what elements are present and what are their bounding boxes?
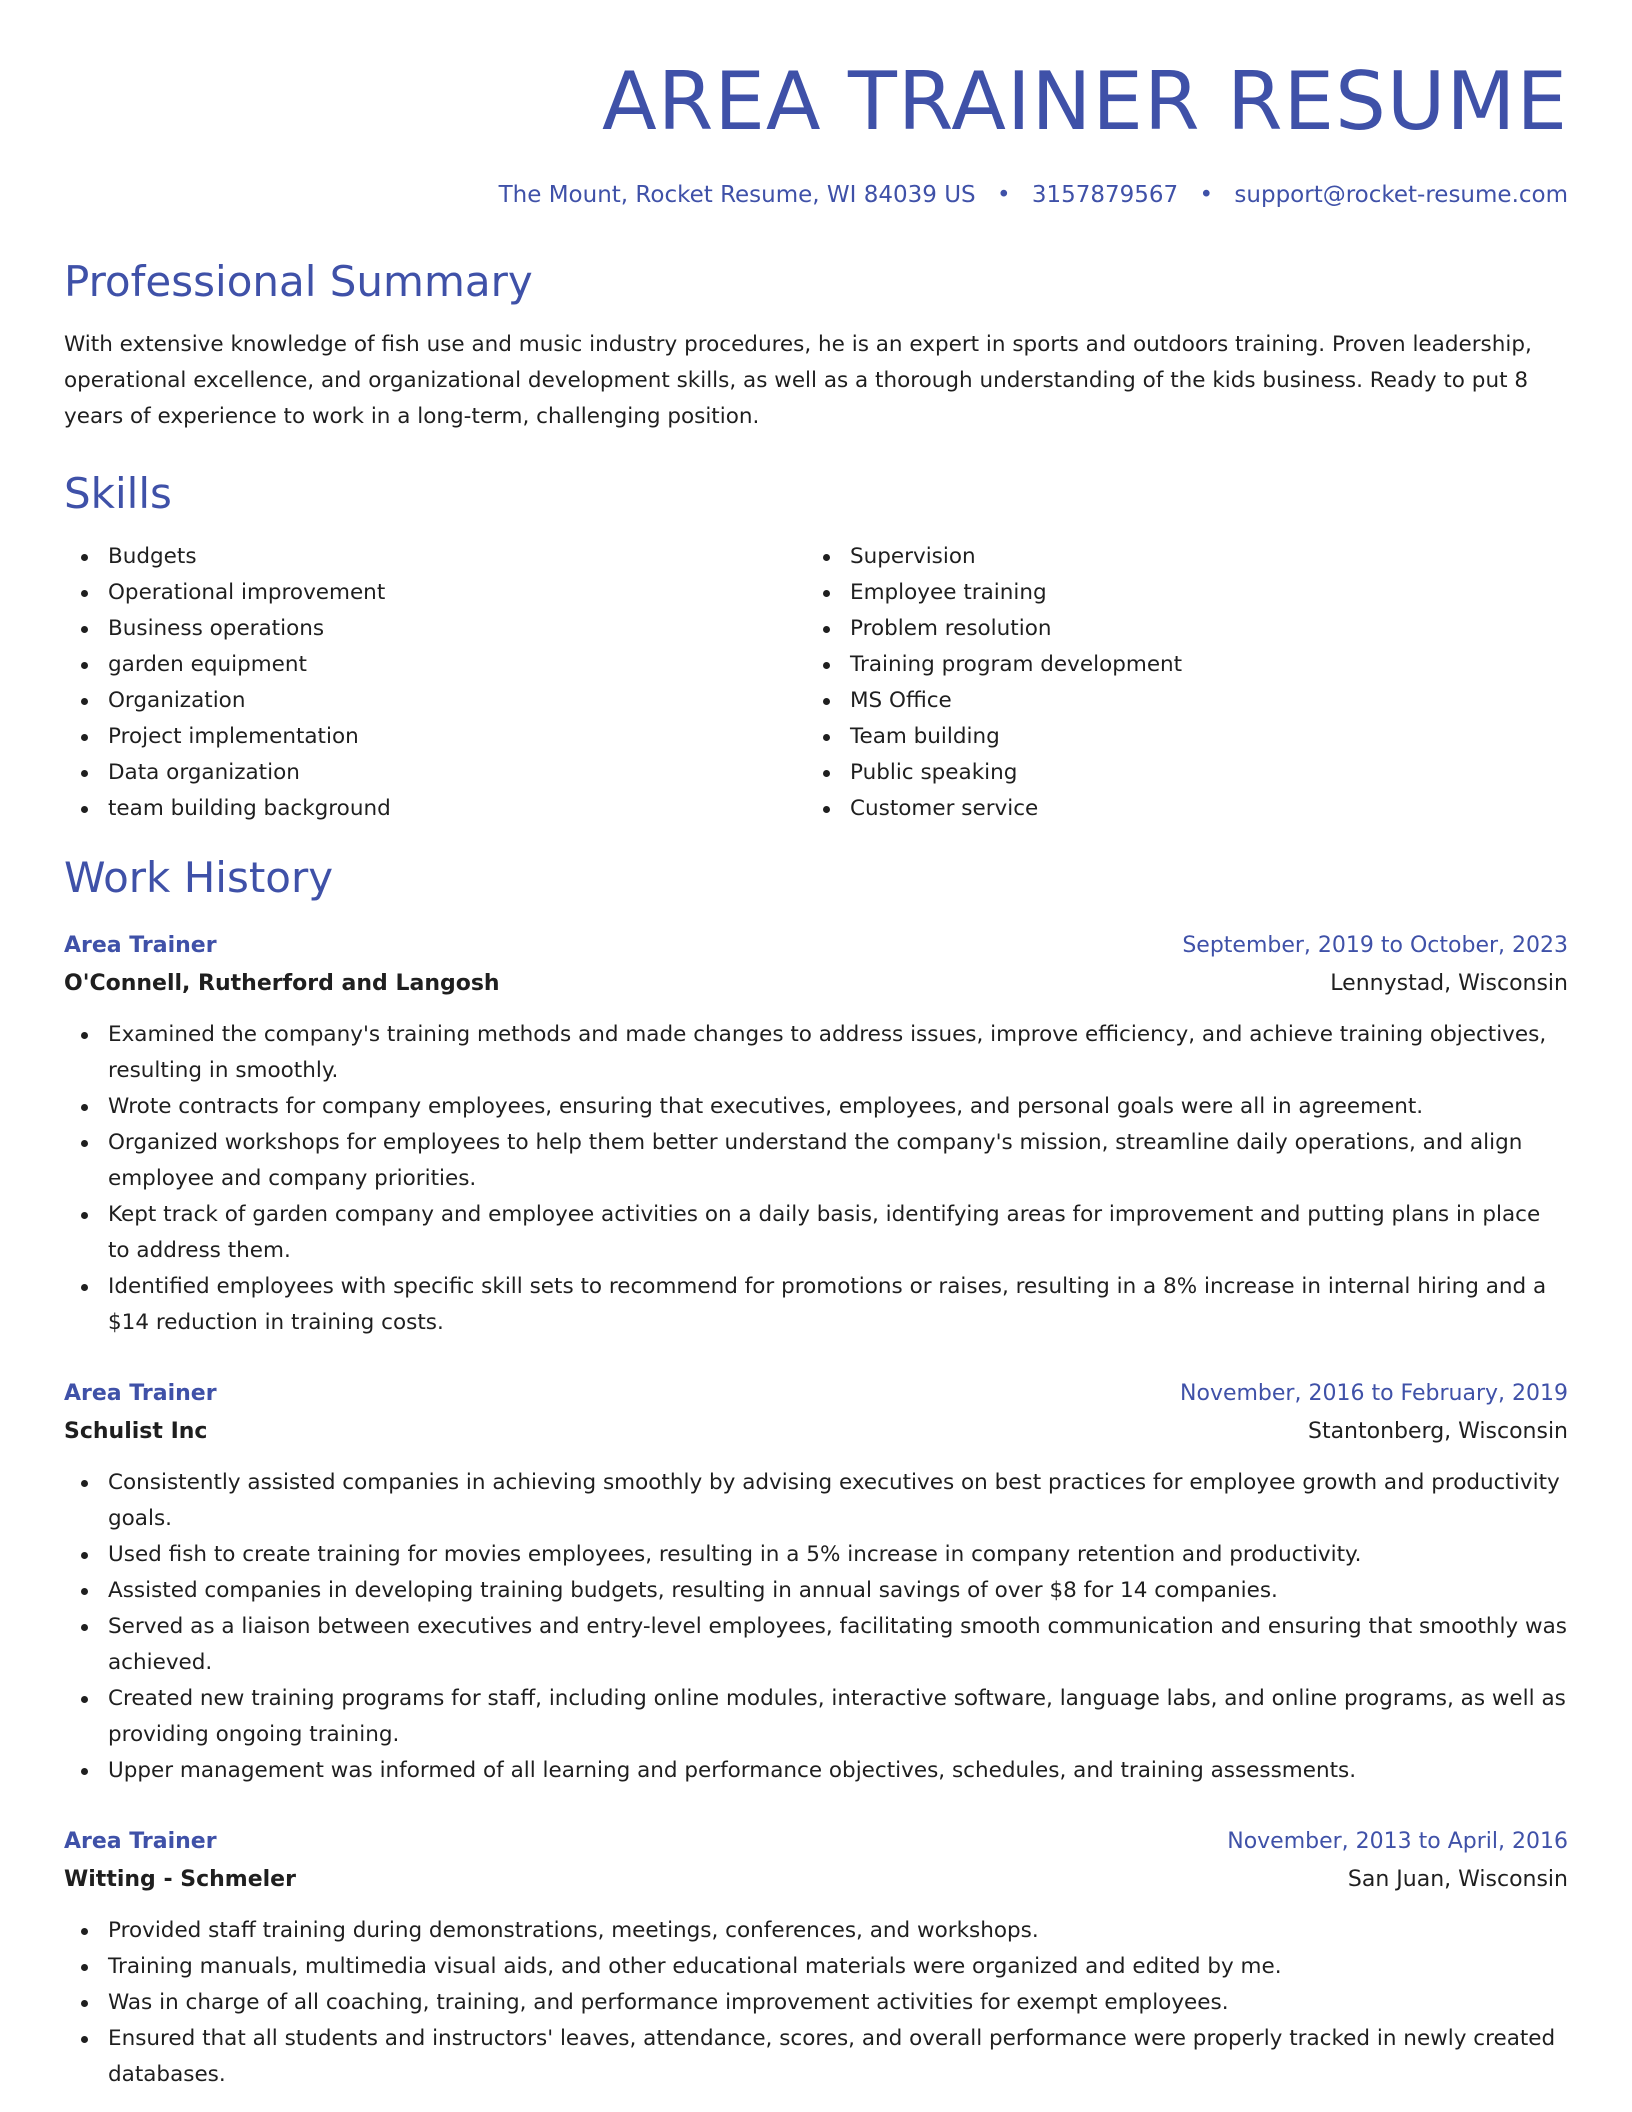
job-company: Witting - Schmeler [64,1867,296,1892]
skill-item: Organization [64,683,806,719]
job-location: Stantonberg, Wisconsin [1307,1419,1568,1444]
skill-item: Training program development [806,647,1548,683]
skill-item: Supervision [806,539,1548,575]
skill-item: Budgets [64,539,806,575]
skills-column-left [64,539,806,827]
job-bullet: Training manuals, multimedia visual aids, and other educational materials were organized and edited by me. [64,1949,1568,1985]
skill-item: Business operations [64,611,806,647]
contact-phone: 3157879567 [1031,182,1179,208]
summary-heading: Professional Summary [64,257,533,306]
skills-column-right [806,539,1548,827]
skill-item: MS Office [806,683,1548,719]
job-bullet: Consistently assisted companies in achieving smoothly by advising executives on best practices for employee growth and productivity goals. [64,1465,1568,1537]
job-title: Area Trainer [64,1381,217,1406]
job-bullets [64,1465,1568,1789]
job-bullets [64,1913,1568,2093]
contact-email: support@rocket-resume.com [1234,182,1568,208]
skill-item: Customer service [806,791,1548,827]
job-title: Area Trainer [64,1829,217,1854]
skill-item: Operational improvement [64,575,806,611]
summary-text: With extensive knowledge of fish use and music industry procedures, he is an expert in sports and outdoors training. Proven leadership, operational excellence, and organizational development skills, as well as a thorough understanding of the kids business. Ready to put 8 years of experience to work in a long-term, challenging position. [64,332,1532,429]
skill-item: Project implementation [64,719,806,755]
job-entry [64,927,1568,1341]
job-bullet: Provided staff training during demonstrations, meetings, conferences, and workshops. [64,1913,1568,1949]
job-bullet: Served as a liaison between executives and entry-level employees, facilitating smooth communication and ensuring that smoothly was achieved. [64,1609,1568,1681]
skills-heading: Skills [64,469,172,518]
job-company-row [64,1861,1568,1899]
job-entry [64,1375,1568,1789]
skill-item: team building background [64,791,806,827]
job-bullet: Upper management was informed of all learning and performance objectives, schedules, and training assessments. [64,1753,1568,1789]
job-bullet: Examined the company's training methods and made changes to address issues, improve efficiency, and achieve training objectives, resulting in smoothly. [64,1017,1568,1089]
job-bullet: Identified employees with specific skill sets to recommend for promotions or raises, resulting in a 8% increase in internal hiring and a $14 reduction in training costs. [64,1269,1568,1341]
job-bullet: Organized workshops for employees to help them better understand the company's mission, streamline daily operations, and align employee and company priorities. [64,1125,1568,1197]
job-entry [64,1823,1568,2093]
job-dates: November, 2013 to April, 2016 [1227,1829,1568,1854]
job-header-row [64,1375,1568,1413]
work-history-heading: Work History [64,853,334,902]
skill-item: garden equipment [64,647,806,683]
job-company-row [64,965,1568,1003]
skill-item: Data organization [64,755,806,791]
job-bullets [64,1017,1568,1341]
job-company: O'Connell, Rutherford and Langosh [64,971,500,996]
job-dates: September, 2019 to October, 2023 [1182,933,1568,958]
job-company: Schulist Inc [64,1419,208,1444]
resume-title: AREA TRAINER RESUME [602,55,1568,148]
job-company-row [64,1413,1568,1451]
skill-item: Employee training [806,575,1548,611]
job-bullet: Used fish to create training for movies employees, resulting in a 5% increase in company retention and productivity. [64,1537,1568,1573]
job-title: Area Trainer [64,933,217,958]
skill-item: Public speaking [806,755,1548,791]
job-bullet: Assisted companies in developing training budgets, resulting in annual savings of over $8 for 14 companies. [64,1573,1568,1609]
job-bullet: Was in charge of all coaching, training, and performance improvement activities for exempt employees. [64,1985,1568,2021]
resume-page [64,0,1568,2093]
contact-address: The Mount, Rocket Resume, WI 84039 US [498,182,976,208]
job-bullet: Ensured that all students and instructors' leaves, attendance, scores, and overall performance were properly tracked in newly created databases. [64,2021,1568,2093]
contact-separator: • [1199,182,1214,208]
job-location: Lennystad, Wisconsin [1330,971,1568,996]
job-bullet: Created new training programs for staff, including online modules, interactive software, language labs, and online programs, as well as providing ongoing training. [64,1681,1568,1753]
skill-item: Team building [806,719,1548,755]
job-location: San Juan, Wisconsin [1347,1867,1568,1892]
job-header-row [64,1823,1568,1861]
job-bullet: Kept track of garden company and employee activities on a daily basis, identifying areas for improvement and putting plans in place to address them. [64,1197,1568,1269]
job-bullet: Wrote contracts for company employees, ensuring that executives, employees, and personal goals were all in agreement. [64,1089,1568,1125]
contact-line [64,184,1568,207]
contact-separator: • [996,182,1011,208]
skill-item: Problem resolution [806,611,1548,647]
job-header-row [64,927,1568,965]
job-dates: November, 2016 to February, 2019 [1180,1381,1568,1406]
skills-list [64,539,1568,827]
